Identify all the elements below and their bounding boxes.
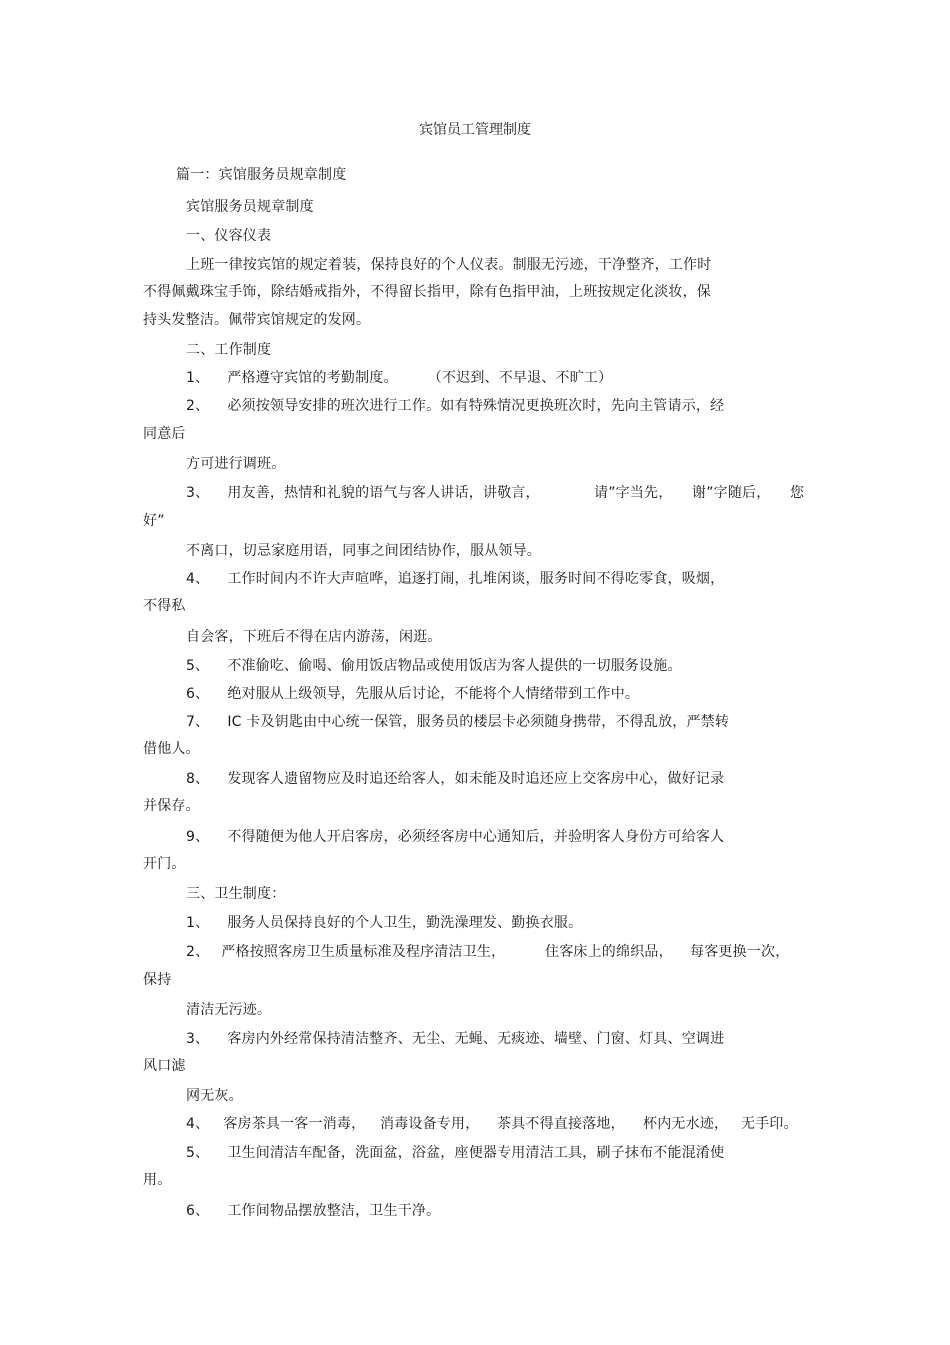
- paragraph-line: 开门。: [143, 856, 186, 872]
- list-item: [186, 713, 729, 731]
- item-number: 1、: [186, 915, 210, 931]
- list-item: [186, 484, 540, 502]
- paragraph-line: 清洁无污迹。: [186, 1002, 272, 1018]
- list-item: [186, 369, 612, 387]
- list-item: [186, 828, 724, 846]
- item-number: 4、: [186, 571, 210, 587]
- section-heading-appearance: 一、仪容仪表: [186, 228, 272, 244]
- section-heading-hygiene: 三、卫生制度：: [186, 886, 286, 902]
- item-number: 8、: [186, 771, 210, 787]
- item-number: 6、: [186, 686, 210, 702]
- item-text: （不迟到、不早退、不旷工）: [427, 370, 613, 386]
- item-text: 住客床上的绵织品，: [545, 944, 673, 960]
- item-text: 您: [790, 485, 805, 501]
- list-item: [186, 943, 505, 961]
- item-text: 工作间物品摆放整洁，卫生干净。: [227, 1203, 441, 1219]
- item-number: 7、: [186, 714, 210, 730]
- item-text: 严格遵守宾馆的考勤制度。: [227, 370, 398, 386]
- paragraph-line: 网无灰。: [186, 1088, 243, 1104]
- paragraph-line: 借他人。: [143, 741, 200, 757]
- paragraph-line: 不得私: [143, 598, 186, 614]
- list-item: [186, 570, 724, 588]
- paragraph-line: 自会客，下班后不得在店内游荡，闲逛。: [186, 629, 442, 645]
- item-number: 5、: [186, 1145, 210, 1161]
- item-number: 3、: [186, 1031, 210, 1047]
- item-text: 消毒设备专用，: [380, 1116, 480, 1132]
- list-item: [186, 397, 724, 415]
- item-number: 9、: [186, 829, 210, 845]
- item-text: 绝对服从上级领导，先服从后讨论，不能将个人情绪带到工作中。: [227, 686, 640, 702]
- item-number: 4、: [186, 1116, 210, 1132]
- item-text: IC 卡及钥匙由中心统一保管，服务员的楼层卡必须随身携带，不得乱放，严禁转: [227, 714, 730, 730]
- item-text: 杯内无水迹，: [643, 1116, 729, 1132]
- paragraph-line: 好”: [143, 513, 165, 529]
- item-number: 2、: [186, 944, 210, 960]
- item-number: 6、: [186, 1203, 210, 1219]
- section-subtitle: 宾馆服务员规章制度: [186, 199, 314, 215]
- paragraph-line: 保持: [143, 972, 172, 988]
- list-item: [186, 657, 682, 675]
- list-item: [186, 1144, 724, 1162]
- item-number: 1、: [186, 370, 210, 386]
- item-text: 谢”字随后，: [692, 485, 771, 501]
- paragraph-line: 方可进行调班。: [186, 456, 286, 472]
- item-number: 3、: [186, 485, 210, 501]
- list-item: [186, 1030, 724, 1048]
- item-text: 不得随便为他人开启客房，必须经客房中心通知后，并验明客人身份方可给客人: [227, 829, 725, 845]
- item-text: 工作时间内不许大声喧哗，追逐打闹，扎堆闲谈，服务时间不得吃零食，吸烟，: [227, 571, 725, 587]
- item-text: 用友善，热情和礼貌的语气与客人讲话，讲敬言，: [227, 485, 540, 501]
- list-item: [186, 1202, 440, 1220]
- paragraph-line: 上班一律按宾馆的规定着装，保持良好的个人仪表。制服无污迹，干净整齐，工作时: [186, 257, 712, 273]
- item-number: 2、: [186, 398, 210, 414]
- list-item: [186, 685, 639, 703]
- item-number: 5、: [186, 658, 210, 674]
- section-heading-work-rules: 二、工作制度: [186, 342, 272, 358]
- paragraph-line: 并保存。: [143, 798, 200, 814]
- item-text: 发现客人遗留物应及时追还给客人，如未能及时追还应上交客房中心，做好记录: [227, 771, 725, 787]
- item-text: 客房内外经常保持清洁整齐、无尘、无蝇、无痰迹、墙壁、门窗、灯具、空调进: [227, 1031, 725, 1047]
- paragraph-line: 用。: [143, 1172, 172, 1188]
- item-text: 卫生间清洁车配备，洗面盆，浴盆，座便器专用清洁工具，刷子抹布不能混淆使: [227, 1145, 725, 1161]
- paragraph-line: 不得佩戴珠宝手饰，除结婚戒指外，不得留长指甲，除有色指甲油，上班按规定化淡妆，保: [143, 284, 711, 300]
- document-title: 宾馆员工管理制度: [419, 122, 531, 138]
- chapter-heading: 篇一：宾馆服务员规章制度: [176, 167, 347, 183]
- item-text: 无手印。: [741, 1116, 798, 1132]
- list-item: [186, 1115, 365, 1133]
- item-text: 严格按照客房卫生质量标准及程序清洁卫生，: [221, 944, 506, 960]
- paragraph-line: 同意后: [143, 426, 186, 442]
- list-item: [186, 770, 724, 788]
- paragraph-line: 风口滤: [143, 1058, 186, 1074]
- list-item: [186, 914, 582, 932]
- paragraph-line: 不离口，切忌家庭用语，同事之间团结协作，服从领导。: [186, 543, 541, 559]
- item-text: 每客更换一次，: [690, 944, 790, 960]
- item-text: 茶具不得直接落地，: [497, 1116, 625, 1132]
- item-text: 必须按领导安排的班次进行工作。如有特殊情况更换班次时，先向主管请示，经: [227, 398, 725, 414]
- item-text: 服务人员保持良好的个人卫生，勤洗澡理发、勤换衣服。: [227, 915, 583, 931]
- item-text: 请”字当先，: [594, 485, 673, 501]
- item-text: 客房茶具一客一消毒，: [223, 1116, 366, 1132]
- paragraph-line: 持头发整洁。佩带宾馆规定的发网。: [143, 312, 371, 328]
- item-text: 不准偷吃、偷喝、偷用饭店物品或使用饭店为客人提供的一切服务设施。: [227, 658, 682, 674]
